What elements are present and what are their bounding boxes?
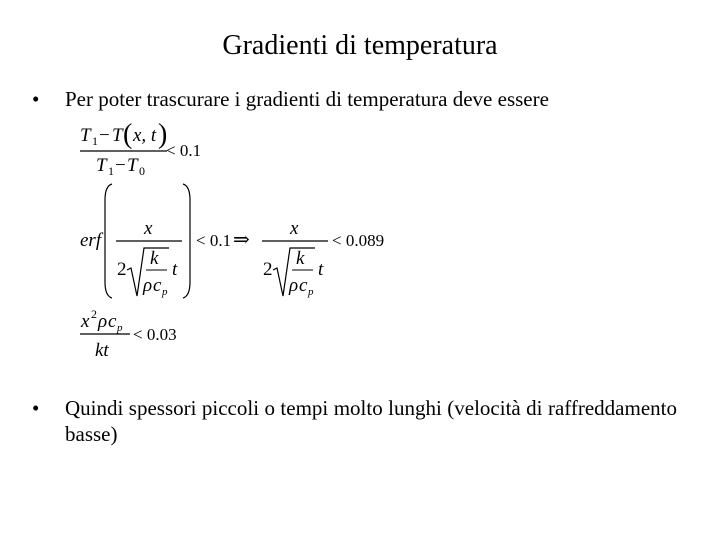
equation-temperature-ratio xyxy=(80,119,201,178)
eq1-den-sub1: 1 xyxy=(108,164,114,178)
eq2b-x: x xyxy=(290,218,299,239)
eq2b-k: k xyxy=(296,248,305,269)
eq2-p: p xyxy=(162,286,168,298)
eq2-relation-1: < 0.1 xyxy=(196,231,232,250)
eq3-kt: kt xyxy=(95,340,109,361)
equation-dimensionless-time xyxy=(80,307,177,361)
eq2b-p: p xyxy=(308,286,314,298)
eq2-big-paren-right xyxy=(183,184,190,298)
eq3-sq: 2 xyxy=(91,307,97,321)
eq1-args: x, t xyxy=(133,125,157,146)
bullet-text-2: Quindi spessori piccoli o tempi molto lunghi (velocità di raffreddamento basse) xyxy=(65,396,677,446)
eq1-num-sub1: 1 xyxy=(92,134,98,148)
eq2-func: erf xyxy=(80,230,102,251)
bullet-dot: • xyxy=(32,396,40,420)
eq2-c: c xyxy=(153,275,162,296)
eq1-den-T0: T xyxy=(127,155,138,176)
eq2b-c: c xyxy=(299,275,308,296)
eq2b-two: 2 xyxy=(263,259,273,280)
eq2-rho: ρ xyxy=(143,275,153,296)
eq2-two: 2 xyxy=(117,259,127,280)
bullet-item-2 xyxy=(32,395,692,455)
slide-title: Gradienti di temperatura xyxy=(222,30,498,61)
eq1-num-T: T xyxy=(112,125,123,146)
eq1-paren-right: ) xyxy=(158,119,168,150)
eq1-den-minus: − xyxy=(115,155,126,176)
eq3-p: p xyxy=(117,322,123,334)
equation-erf-condition xyxy=(80,184,384,298)
eq2-t: t xyxy=(172,259,178,280)
eq1-relation: < 0.1 xyxy=(166,141,202,160)
eq2-x: x xyxy=(144,218,153,239)
eq1-den-sub0: 0 xyxy=(139,164,145,178)
eq2-big-paren-left xyxy=(105,184,112,298)
eq2b-t: t xyxy=(318,259,324,280)
eq3-rho: ρ xyxy=(98,311,108,332)
eq3-c: c xyxy=(108,311,117,332)
eq1-num-minus: − xyxy=(99,125,110,146)
eq2-implies: ⇒ xyxy=(233,229,250,251)
eq1-num-T1: T xyxy=(80,125,91,146)
eq3-x: x xyxy=(81,311,90,332)
eq2-k: k xyxy=(150,248,159,269)
eq1-den-T1: T xyxy=(96,155,107,176)
eq3-relation: < 0.03 xyxy=(133,325,177,344)
bullet-text-1: Per poter trascurare i gradienti di temperatura deve essere xyxy=(65,87,549,111)
eq2b-rho: ρ xyxy=(289,275,299,296)
eq1-paren-left: ( xyxy=(123,119,133,150)
bullet-dot: • xyxy=(32,87,40,111)
eq2-relation-2: < 0.089 xyxy=(332,231,385,250)
